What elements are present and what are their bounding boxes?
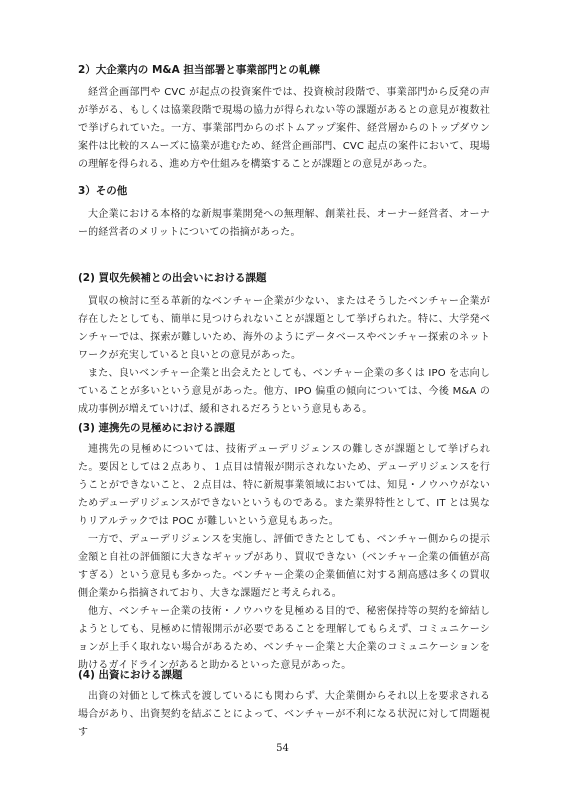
- section-body-acquisition-candidates: [78, 293, 490, 419]
- paragraph: 経営企画部門や CVC が起点の投資案件では、投資検討段階で、事業部門から反発の声が挙がる、もしくは協業段階で現場の協力が得られない等の課題があるとの意見が複数社で挙げられていた。一方、事業部門からのボトムアップ案件、経営層からのトップダウン案件は比較的スムーズに協業が進むため、経営企画部門、CVC 起点の案件において、現場の理解を得られる、進め方や仕組みを構築することが課題との意見があった。: [78, 87, 490, 170]
- paragraph: 大企業における本格的な新規事業開発への無理解、創業社長、オーナー経営者、オーナー的経営者のメリットについての指摘があった。: [78, 209, 490, 238]
- paragraph: 出資の対価として株式を渡しているにも関わらず、大企業側からそれ以上を要求される場合があり、出資契約を結ぶことによって、ベンチャーが不利になる状況に対して問題視す: [78, 691, 490, 738]
- paragraph: 他方、ベンチャー企業の技術・ノウハウを見極める目的で、秘密保持等の契約を締結しようとしても、見極めに情報開示が必要であることを理解してもらえず、コミュニケーションが上手く取れない場合があるため、ベンチャー企業と大企業のコミュニケーションを助けるガイドラインがあると助かるといった意見があった。: [78, 606, 490, 671]
- section-heading-investment: (4) 出資における課題: [78, 669, 183, 681]
- paragraph: 連携先の見極めについては、技術デューデリジェンスの難しさが課題として挙げられた。要因としては２点あり、１点目は情報が開示されないため、デューデリジェンスを行うことができないこと、２点目は、特に新規事業領域においては、知見・ノウハウがないためデューデリジェンスができないというものである。また業界特性として、IT とは異なりリアルテックでは POC が難しいという意見もあった。: [78, 444, 490, 527]
- section-body-other: [78, 206, 490, 242]
- section-body-investment: [78, 688, 490, 742]
- section-heading-partner-evaluation: (3) 連携先の見極めにおける課題: [78, 422, 236, 434]
- section-heading-acquisition-candidates: (2) 買収先候補との出会いにおける課題: [78, 272, 267, 284]
- section-body-ma-conflict: [78, 84, 490, 174]
- section-heading-ma-conflict: 2）大企業内の M&A 担当部署と事業部門との軋轢: [78, 64, 320, 76]
- paragraph: また、良いベンチャー企業と出会えたとしても、ベンチャー企業の多くは IPO を志向していることが多いという意見があった。他方、IPO 偏重の傾向については、今後 M&A の成功事例が増えていけば、緩和されるだろうという意見もある。: [78, 368, 490, 415]
- page-number: 54: [276, 743, 289, 754]
- paragraph: 買収の検討に至る革新的なベンチャー企業が少ない、またはそうしたベンチャー企業が存在したとしても、簡単に見つけられないことが課題として挙げられた。特に、大学発ベンチャーでは、探索が難しいため、海外のようにデータベースやベンチャー探索のネットワークが充実していると良いとの意見があった。: [78, 296, 490, 361]
- paragraph: 一方で、デューデリジェンスを実施し、評価できたとしても、ベンチャー側からの提示金額と自社の評価額に大きなギャップがあり、買収できない（ベンチャー企業の価値が高すぎる）という意見も多かった。ベンチャー企業の企業価値に対する割高感は多くの買収側企業から指摘されており、大きな課題だと考えられる。: [78, 534, 490, 599]
- section-body-partner-evaluation: [78, 441, 490, 675]
- section-heading-other: 3）その他: [78, 185, 128, 197]
